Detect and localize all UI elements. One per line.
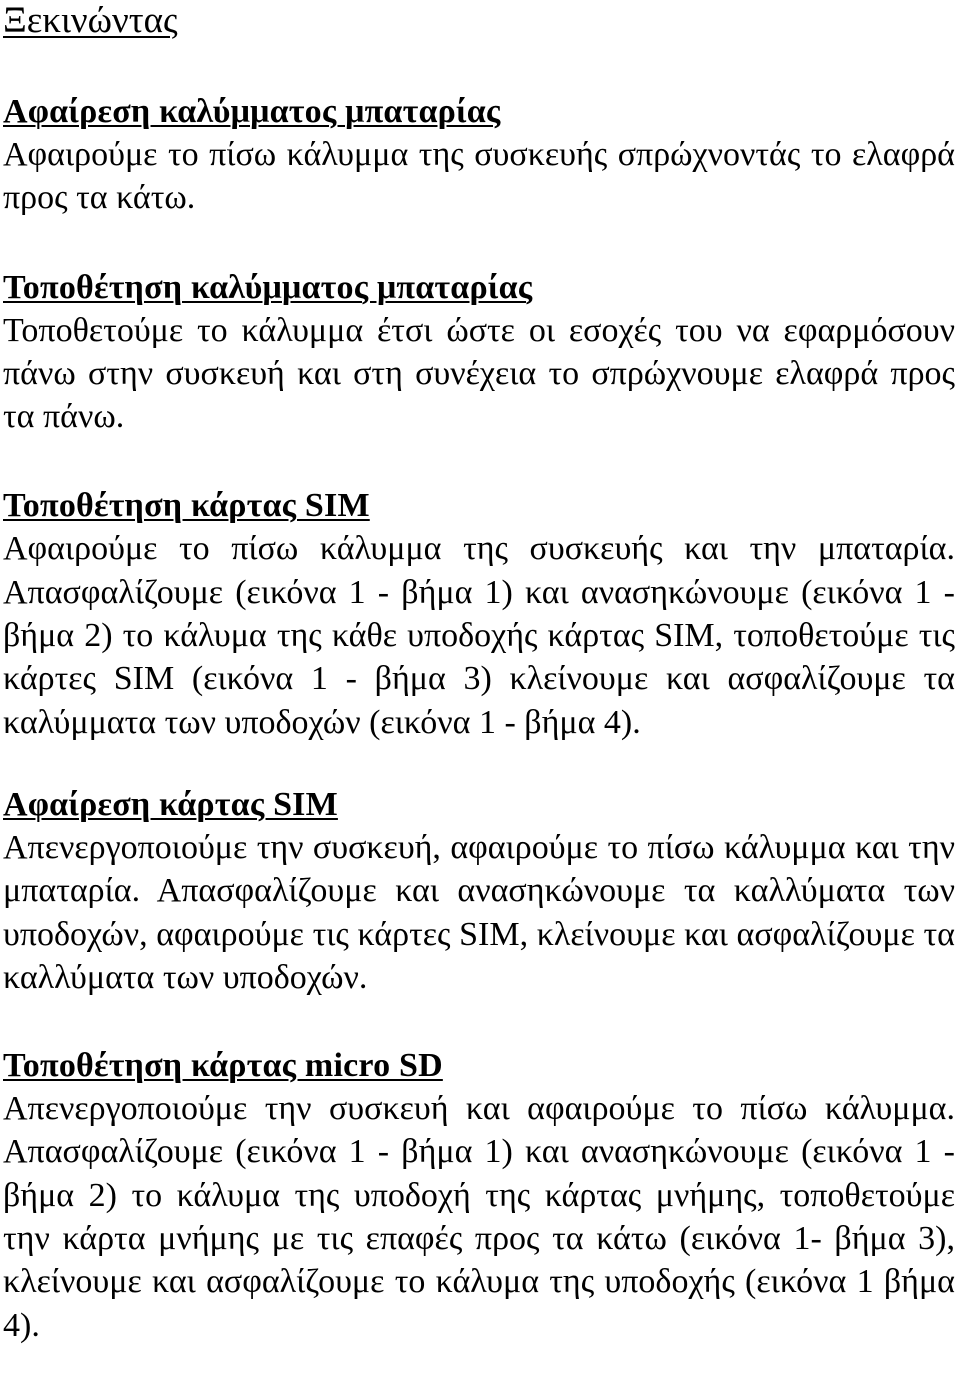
section-heading: Τοποθέτηση καλύμματος μπαταρίας xyxy=(3,268,533,306)
section-remove-sim xyxy=(3,783,955,999)
section-text: Τοποθετούμε το κάλυμμα έτσι ώστε οι εσοχές του να εφαρμόσουν πάνω στην συσκευή και στη συνέχεια το σπρώχνουμε ελαφρά προς τα πάνω. xyxy=(3,311,955,436)
section-install-sim xyxy=(3,484,955,743)
section-text: Απενεργοποιούμε την συσκευή και αφαιρούμε το πίσω κάλυμμα. Απασφαλίζουμε (εικόνα 1 - βήμα 1) και ανασηκώνουμε (εικόνα 1 - βήμα 2) το κάλυμα της υποδοχή της κάρτας μνήμης, τοποθετούμε την κάρτα μνήμης με τις επαφές προς τα κάτω (εικόνα 1- βήμα 3), κλείνουμε και ασφαλίζουμε το κάλυμα της υποδοχής (εικόνα 1 βήμα 4). xyxy=(3,1090,955,1344)
section-text: Αφαιρούμε το πίσω κάλυμμα της συσκευής σπρώχνοντάς το ελαφρά προς τα κάτω. xyxy=(3,136,955,217)
section-heading: Αφαίρεση κάρτας SIM xyxy=(3,785,338,823)
page-title: Ξεκινώντας xyxy=(3,0,178,41)
section-install-battery-cover xyxy=(3,266,955,439)
section-heading: Αφαίρεση καλύμματος μπαταρίας xyxy=(3,93,501,130)
section-remove-battery-cover xyxy=(3,90,955,220)
section-heading: Τοποθέτηση κάρτας SIM xyxy=(3,487,370,525)
section-install-micro-sd xyxy=(3,1044,955,1347)
section-heading: Τοποθέτηση κάρτας micro SD xyxy=(3,1047,443,1085)
section-text: Αφαιρούμε το πίσω κάλυμμα της συσκευής και την μπαταρία. Απασφαλίζουμε (εικόνα 1 - βήμα 1) και ανασηκώνουμε (εικόνα 1 - βήμα 2) το κάλυμα της κάθε υποδοχής κάρτας SIM, τοποθετούμε τις κάρτες SIM (εικόνα 1 - βήμα 3) κλείνουμε και ασφαλίζουμε τα καλύμματα των υποδοχών (εικόνα 1 - βήμα 4). xyxy=(3,530,955,741)
section-text: Απενεργοποιούμε την συσκευή, αφαιρούμε το πίσω κάλυμμα και την μπαταρία. Απασφαλίζουμε και ανασηκώνουμε τα καλλύματα των υποδοχών, αφαιρούμε τις κάρτες SIM, κλείνουμε και ασφαλίζουμε τα καλλύματα των υποδοχών. xyxy=(3,828,955,996)
document-page xyxy=(3,0,955,1347)
